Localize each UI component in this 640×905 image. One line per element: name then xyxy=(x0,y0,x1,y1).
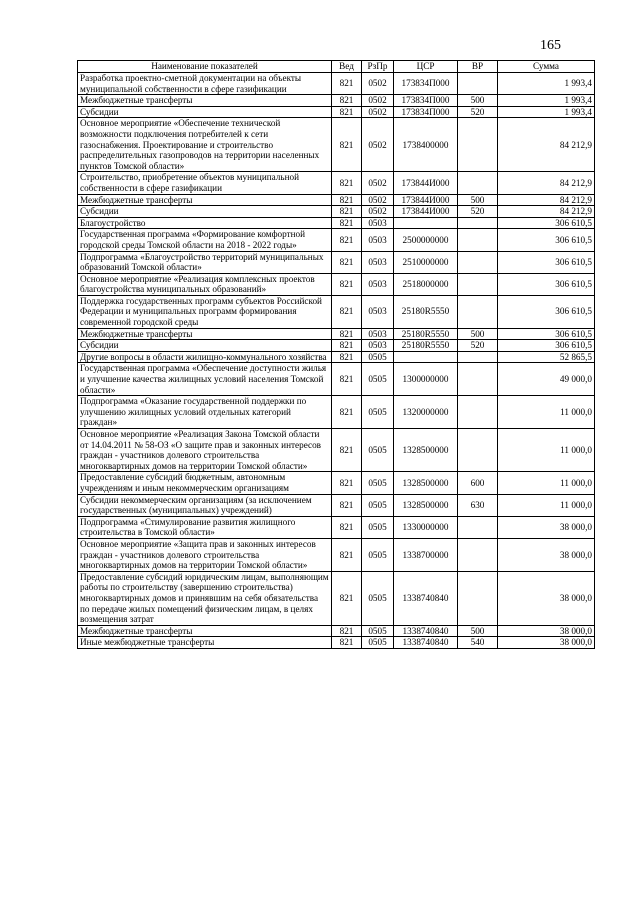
cell-vr xyxy=(458,229,498,251)
cell-rzpr: 0503 xyxy=(362,217,394,229)
cell-ved: 821 xyxy=(332,118,362,172)
cell-rzpr: 0505 xyxy=(362,363,394,396)
cell-sum: 306 610,5 xyxy=(498,229,595,251)
cell-ved: 821 xyxy=(332,229,362,251)
cell-sum: 49 000,0 xyxy=(498,363,595,396)
cell-ved: 821 xyxy=(332,273,362,295)
cell-name: Основное мероприятие «Защита прав и законных интересов граждан - участников долевого строительства многоквартирных домов на территории Томской области» xyxy=(78,538,332,571)
cell-name: Другие вопросы в области жилищно-коммунального хозяйства xyxy=(78,351,332,363)
cell-sum: 84 212,9 xyxy=(498,206,595,218)
cell-vr xyxy=(458,217,498,229)
cell-vr xyxy=(458,251,498,273)
cell-vr: 500 xyxy=(458,328,498,340)
cell-sum: 1 993,4 xyxy=(498,106,595,118)
cell-name: Разработка проектно-сметной документации на объекты муниципальной собственности в сфере газификации xyxy=(78,73,332,95)
cell-csr: 173834П000 xyxy=(394,106,458,118)
table-row xyxy=(78,73,595,95)
table-header-row xyxy=(78,61,595,73)
table-row xyxy=(78,429,595,472)
cell-rzpr: 0503 xyxy=(362,340,394,352)
table-row xyxy=(78,118,595,172)
table-row xyxy=(78,363,595,396)
table-row xyxy=(78,95,595,107)
cell-ved: 821 xyxy=(332,95,362,107)
cell-vr: 520 xyxy=(458,106,498,118)
cell-csr: 1738400000 xyxy=(394,118,458,172)
cell-rzpr: 0502 xyxy=(362,206,394,218)
table-row xyxy=(78,472,595,494)
cell-ved: 821 xyxy=(332,172,362,194)
cell-name: Государственная программа «Формирование комфортной городской среды Томской области на 2018 - 2022 годы» xyxy=(78,229,332,251)
cell-ved: 821 xyxy=(332,251,362,273)
cell-csr: 173834П000 xyxy=(394,73,458,95)
cell-csr xyxy=(394,351,458,363)
cell-ved: 821 xyxy=(332,106,362,118)
cell-vr xyxy=(458,118,498,172)
cell-ved: 821 xyxy=(332,472,362,494)
cell-csr: 1320000000 xyxy=(394,396,458,429)
table-row xyxy=(78,538,595,571)
table-row xyxy=(78,340,595,352)
cell-vr xyxy=(458,73,498,95)
header-vr: ВР xyxy=(458,61,498,73)
cell-vr xyxy=(458,429,498,472)
table-row xyxy=(78,217,595,229)
cell-name: Иные межбюджетные трансферты xyxy=(78,637,332,649)
cell-csr: 173834П000 xyxy=(394,95,458,107)
table-row xyxy=(78,229,595,251)
header-sum: Сумма xyxy=(498,61,595,73)
table-row xyxy=(78,273,595,295)
table-row xyxy=(78,328,595,340)
table-row xyxy=(78,637,595,649)
cell-csr: 173844И000 xyxy=(394,194,458,206)
cell-rzpr: 0505 xyxy=(362,538,394,571)
table-row xyxy=(78,396,595,429)
cell-vr: 520 xyxy=(458,206,498,218)
cell-sum: 38 000,0 xyxy=(498,637,595,649)
cell-rzpr: 0503 xyxy=(362,251,394,273)
cell-sum: 38 000,0 xyxy=(498,538,595,571)
cell-ved: 821 xyxy=(332,637,362,649)
cell-ved: 821 xyxy=(332,571,362,625)
cell-vr xyxy=(458,273,498,295)
cell-ved: 821 xyxy=(332,429,362,472)
cell-sum: 306 610,5 xyxy=(498,340,595,352)
cell-csr: 1338740840 xyxy=(394,625,458,637)
cell-name: Субсидии xyxy=(78,340,332,352)
cell-rzpr: 0505 xyxy=(362,494,394,516)
cell-sum: 11 000,0 xyxy=(498,472,595,494)
cell-csr: 1328500000 xyxy=(394,494,458,516)
cell-name: Подпрограмма «Стимулирование развития жилищного строительства в Томской области» xyxy=(78,516,332,538)
cell-sum: 84 212,9 xyxy=(498,172,595,194)
table-row xyxy=(78,206,595,218)
cell-csr: 25180R5550 xyxy=(394,295,458,328)
cell-rzpr: 0503 xyxy=(362,273,394,295)
cell-name: Благоустройство xyxy=(78,217,332,229)
cell-sum: 1 993,4 xyxy=(498,95,595,107)
cell-rzpr: 0505 xyxy=(362,351,394,363)
table-row xyxy=(78,106,595,118)
cell-name: Основное мероприятие «Реализация комплексных проектов благоустройства муниципальных образований» xyxy=(78,273,332,295)
cell-sum: 306 610,5 xyxy=(498,295,595,328)
cell-ved: 821 xyxy=(332,295,362,328)
cell-name: Межбюджетные трансферты xyxy=(78,328,332,340)
cell-vr: 630 xyxy=(458,494,498,516)
cell-ved: 821 xyxy=(332,73,362,95)
cell-vr xyxy=(458,363,498,396)
cell-name: Межбюджетные трансферты xyxy=(78,625,332,637)
cell-vr: 540 xyxy=(458,637,498,649)
cell-rzpr: 0503 xyxy=(362,328,394,340)
cell-csr: 1328500000 xyxy=(394,472,458,494)
cell-vr xyxy=(458,516,498,538)
table-row xyxy=(78,251,595,273)
table-row xyxy=(78,516,595,538)
table-row xyxy=(78,494,595,516)
cell-ved: 821 xyxy=(332,516,362,538)
cell-sum: 38 000,0 xyxy=(498,516,595,538)
cell-sum: 84 212,9 xyxy=(498,118,595,172)
cell-name: Предоставление субсидий бюджетным, автономным учреждениям и иным некоммерческим организациям xyxy=(78,472,332,494)
page-number: 165 xyxy=(540,38,561,53)
cell-csr: 25180R5550 xyxy=(394,340,458,352)
table-row xyxy=(78,295,595,328)
cell-name: Основное мероприятие «Обеспечение технической возможности подключения потребителей к сети газоснабжения. Проектирование и строительство распределительных газопроводов на территории населенных пунктов Томской области» xyxy=(78,118,332,172)
cell-sum: 306 610,5 xyxy=(498,251,595,273)
cell-csr: 173844И000 xyxy=(394,206,458,218)
cell-rzpr: 0502 xyxy=(362,73,394,95)
cell-sum: 11 000,0 xyxy=(498,396,595,429)
cell-sum: 84 212,9 xyxy=(498,194,595,206)
cell-name: Поддержка государственных программ субъектов Российской Федерации и муниципальных программ формирования современной городской среды xyxy=(78,295,332,328)
cell-vr xyxy=(458,538,498,571)
cell-ved: 821 xyxy=(332,351,362,363)
cell-sum: 38 000,0 xyxy=(498,625,595,637)
cell-ved: 821 xyxy=(332,363,362,396)
cell-rzpr: 0505 xyxy=(362,637,394,649)
cell-name: Субсидии xyxy=(78,206,332,218)
cell-name: Межбюджетные трансферты xyxy=(78,194,332,206)
cell-ved: 821 xyxy=(332,538,362,571)
cell-name: Основное мероприятие «Реализация Закона Томской области от 14.04.2011 № 58-ОЗ «О защите прав и законных интересов граждан - участников долевого строительства многоквартирных домов на территории Томской области» xyxy=(78,429,332,472)
table-row xyxy=(78,625,595,637)
cell-vr xyxy=(458,172,498,194)
cell-sum: 52 865,5 xyxy=(498,351,595,363)
cell-name: Подпрограмма «Оказание государственной поддержки по улучшению жилищных условий отдельных категорий граждан» xyxy=(78,396,332,429)
cell-csr: 1300000000 xyxy=(394,363,458,396)
cell-ved: 821 xyxy=(332,217,362,229)
table-row xyxy=(78,571,595,625)
header-name: Наименование показателей xyxy=(78,61,332,73)
cell-rzpr: 0502 xyxy=(362,172,394,194)
cell-csr xyxy=(394,217,458,229)
cell-rzpr: 0505 xyxy=(362,472,394,494)
cell-vr: 500 xyxy=(458,194,498,206)
cell-sum: 306 610,5 xyxy=(498,217,595,229)
cell-rzpr: 0502 xyxy=(362,194,394,206)
cell-csr: 2518000000 xyxy=(394,273,458,295)
header-rzpr: РзПр xyxy=(362,61,394,73)
cell-sum: 306 610,5 xyxy=(498,328,595,340)
cell-csr: 1338700000 xyxy=(394,538,458,571)
cell-sum: 11 000,0 xyxy=(498,429,595,472)
cell-csr: 1338740840 xyxy=(394,637,458,649)
cell-ved: 821 xyxy=(332,340,362,352)
cell-vr xyxy=(458,351,498,363)
cell-csr: 173844И000 xyxy=(394,172,458,194)
header-ved: Вед xyxy=(332,61,362,73)
cell-csr: 1338740840 xyxy=(394,571,458,625)
cell-vr: 500 xyxy=(458,625,498,637)
cell-name: Строительство, приобретение объектов муниципальной собственности в сфере газификации xyxy=(78,172,332,194)
cell-ved: 821 xyxy=(332,206,362,218)
cell-sum: 306 610,5 xyxy=(498,273,595,295)
cell-rzpr: 0502 xyxy=(362,118,394,172)
table-row xyxy=(78,194,595,206)
table-row xyxy=(78,172,595,194)
table-row xyxy=(78,351,595,363)
cell-csr: 2500000000 xyxy=(394,229,458,251)
cell-rzpr: 0503 xyxy=(362,295,394,328)
cell-name: Подпрограмма «Благоустройство территорий муниципальных образований Томской области» xyxy=(78,251,332,273)
cell-csr: 1330000000 xyxy=(394,516,458,538)
cell-name: Государственная программа «Обеспечение доступности жилья и улучшение качества жилищных условий населения Томской области» xyxy=(78,363,332,396)
cell-name: Субсидии xyxy=(78,106,332,118)
cell-name: Предоставление субсидий юридическим лицам, выполняющим работы по строительству (завершению строительства) многоквартирных домов и принявшим на себя обязательства по передаче жилых помещений физическим лицам, в целях возмещения затрат xyxy=(78,571,332,625)
cell-csr: 25180R5550 xyxy=(394,328,458,340)
header-csr: ЦСР xyxy=(394,61,458,73)
cell-rzpr: 0505 xyxy=(362,396,394,429)
budget-table xyxy=(77,60,595,649)
cell-rzpr: 0502 xyxy=(362,95,394,107)
cell-vr xyxy=(458,571,498,625)
cell-sum: 38 000,0 xyxy=(498,571,595,625)
cell-ved: 821 xyxy=(332,328,362,340)
cell-csr: 1328500000 xyxy=(394,429,458,472)
cell-rzpr: 0505 xyxy=(362,625,394,637)
cell-vr: 500 xyxy=(458,95,498,107)
cell-csr: 2510000000 xyxy=(394,251,458,273)
cell-vr: 520 xyxy=(458,340,498,352)
cell-ved: 821 xyxy=(332,494,362,516)
cell-ved: 821 xyxy=(332,194,362,206)
cell-rzpr: 0503 xyxy=(362,229,394,251)
cell-rzpr: 0505 xyxy=(362,571,394,625)
table-body xyxy=(78,73,595,649)
cell-vr: 600 xyxy=(458,472,498,494)
cell-name: Субсидии некоммерческим организациям (за исключением государственных (муниципальных) учреждений) xyxy=(78,494,332,516)
cell-vr xyxy=(458,295,498,328)
cell-ved: 821 xyxy=(332,625,362,637)
cell-sum: 11 000,0 xyxy=(498,494,595,516)
cell-rzpr: 0505 xyxy=(362,429,394,472)
cell-rzpr: 0505 xyxy=(362,516,394,538)
cell-name: Межбюджетные трансферты xyxy=(78,95,332,107)
cell-vr xyxy=(458,396,498,429)
cell-ved: 821 xyxy=(332,396,362,429)
cell-sum: 1 993,4 xyxy=(498,73,595,95)
cell-rzpr: 0502 xyxy=(362,106,394,118)
